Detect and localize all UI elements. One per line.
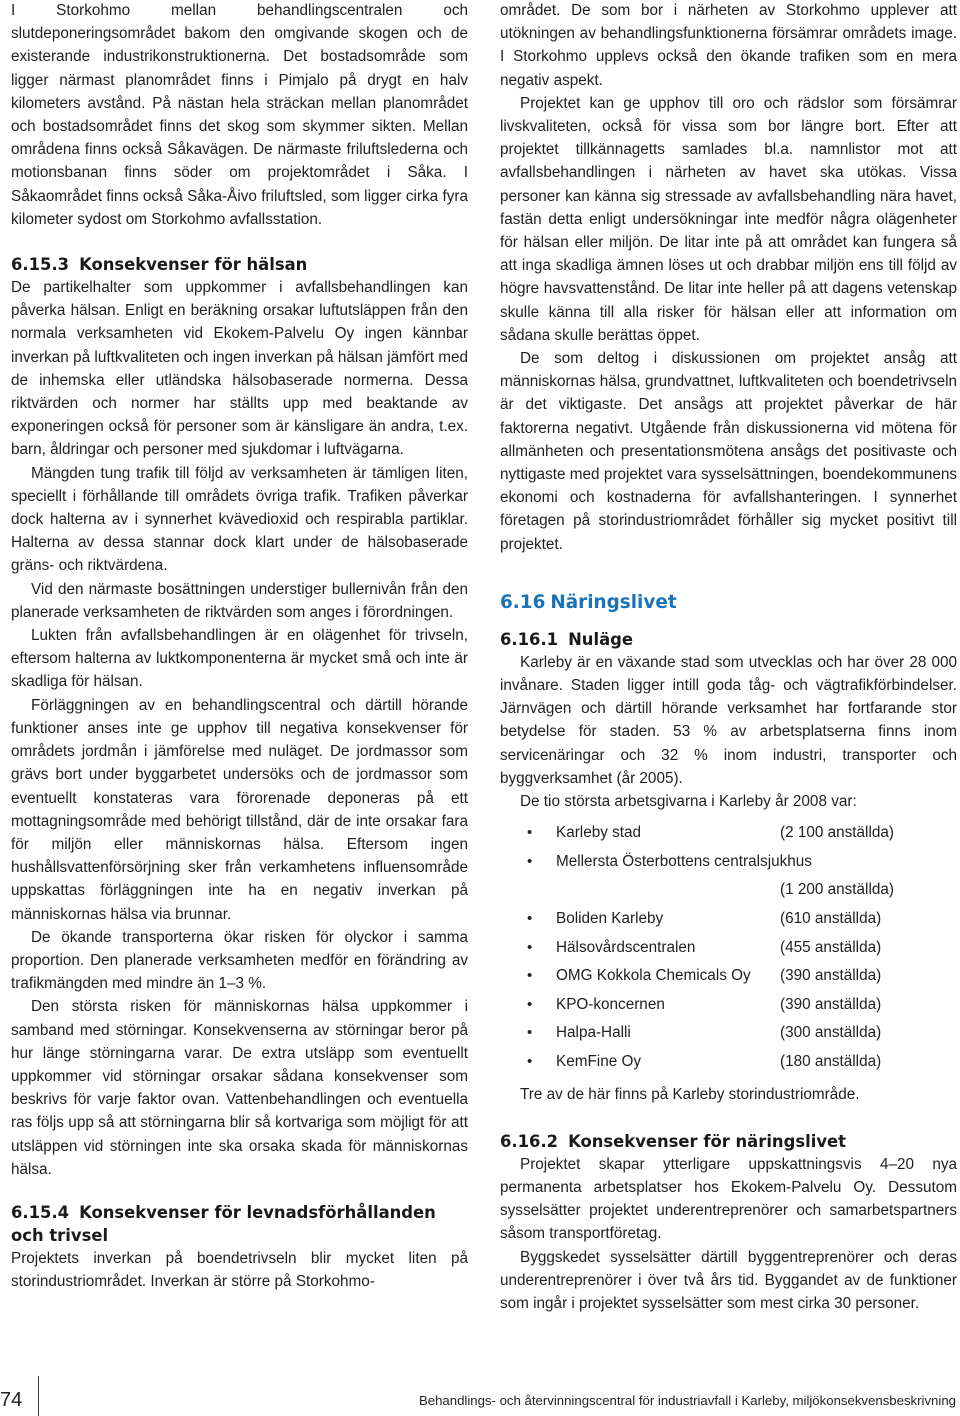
list-item (527, 819, 957, 848)
bullet-icon: • (527, 938, 533, 956)
list-item (527, 962, 957, 991)
section-title: Näringslivet (550, 591, 677, 613)
body-paragraph: Mängden tung trafik till följd av verksamheten är tämligen liten, speciellt i förhållande till områdets övriga trafik. Trafiken påverkar dock halterna av i synnerhet kvävedioxid och respirabla partiklar. Halterna av dessa stannar dock klart under de hälsobaserade gräns- och riktvärdena. (11, 464, 468, 575)
body-paragraph: Projektet kan ge upphov till oro och rädslor som försämrar livskvaliteten, också för vissa som bor längre bort. Efter att projektet tillkännagetts samlades bl.a. namnlistor mot att avfallsbehandlingen i närheten av havet ska utökas. Vissa personer kan känna sig stressade av avfallsbehandling nära havet, fastän detta enligt undersökningar inte medför några olägenheter för hälsan eller miljön. De litar inte på att området kan fungera så att inga skadliga ämnen löses ut och drabbar miljön ens till följd av högre havsvattenstånd. De litar inte heller på att dagens vetenskap skulle känna till alla risker för hälsan eller att information om sådana skulle berättas öppet. (500, 94, 957, 344)
bullet-icon: • (527, 967, 533, 985)
section-title: Konsekvenser för hälsan (79, 255, 308, 275)
page-number: 74 (0, 1389, 23, 1411)
employer-count: (390 anställda) (780, 967, 882, 985)
body-paragraph: Karleby är en växande stad som utvecklas och har över 28 000 invånare. Staden ligger intill goda tåg- och vägtrafikförbindelser. Järnvägen och därtill hörande verksamhet har fortfarande stor betydelse för staden. 53 % av arbetsplatserna finns inom servicenäringar och 32 % inom industri, transporter och byggverksamhet (år 2005). (500, 653, 957, 787)
section-title: Konsekvenser för näringslivet (568, 1131, 846, 1151)
employer-name: KPO-koncernen (556, 995, 665, 1013)
body-paragraph: Lukten från avfallsbehandlingen är en olägenhet för trivseln, eftersom halterna av luktkomponenterna är mycket små och inte är skadliga för hälsan. (11, 627, 468, 691)
intro-paragraph: I Storkohmo mellan behandlingscentralen och slutdeponeringsområdet bakom den omgivande skogen och de existerande industrikonstruktionerna. Det bostadsområde som ligger närmast planområdet finns i Pimjalo på drygt en halv kilometers avstånd. På nästan hela sträckan mellan planområdet och bostadsområdet finns det skog som skymmer sikten. Mellan områdena finns också Såkavägen. De närmaste friluftslederna och motionsbanan finns söder om projektområdet i Såka. I Såkaområdet finns också Såka-Åivo friluftsled, som ligger cirka fyra kilometer sydost om Storkohmo avfallsstation. (11, 2, 468, 228)
section-heading-6-16 (500, 590, 957, 616)
footer-title: Behandlings- och återvinningscentral för industriavfall i Karleby, miljökonsekvensbeskrivning (418, 1393, 956, 1408)
employer-name: Halpa-Halli (556, 1024, 631, 1042)
body-paragraph: De som deltog i diskussionen om projektet ansåg att människornas hälsa, grundvattnet, luftkvaliteten och boendetrivseln är det viktigaste. Det ansågs att projektet påverkar de här faktorerna negativt. Utgående från diskussionerna vid mötena för allmänheten och presentationsmötena ansågs det positivaste och nyttigaste med projektet vara sysselsättningen, boendekommunens ekonomi och kostnaderna för avfallshanteringen. I synnerhet företagen på storindustriområdet förhåller sig mycket positivt till projektet. (500, 350, 957, 553)
employer-name: KemFine Oy (556, 1053, 642, 1071)
section-heading-6-15-4 (11, 1201, 468, 1247)
employer-count: (300 anställda) (780, 1024, 882, 1042)
body-paragraph: Byggskedet sysselsätter därtill byggentreprenörer och deras underentreprenörer i över två års tid. Byggandet av de funktioner som ingår i projektet sysselsätter som mest cirka 30 personer. (500, 1248, 957, 1313)
employer-count: (2 100 anställda) (780, 824, 894, 842)
list-item (527, 905, 957, 934)
footer-divider (38, 1376, 39, 1416)
body-paragraph: De tio största arbetsgivarna i Karleby år 2008 var: (520, 793, 857, 811)
list-item (527, 848, 957, 905)
body-paragraph: De partikelhalter som uppkommer i avfallsbehandlingen kan påverka hälsan. Enligt en beräkning orsakar luftutsläppen från den normala verksamheten vid Ekokem-Palvelu Oy ingen kännbar inverkan på luftkvaliteten och ingen inverkan på hälsan jämfört med de inhemska eller utländska hälsobaserade normerna. Dessa riktvärden och normer har ställts upp med beaktande av exponeringen också för personer som är känsligare än andra, t.ex. barn, åldringar och personer med sjukdomar i luftvägarna. (11, 279, 468, 459)
employer-name: Karleby stad (556, 824, 642, 842)
list-item (527, 1048, 957, 1077)
body-paragraph: Tre av de här finns på Karleby storindustriområde. (520, 1085, 860, 1103)
section-title: Konsekvenser för levnadsförhållanden och trivsel (11, 1202, 436, 1245)
body-paragraph: Projektets inverkan på boendetrivseln blir mycket liten på storindustriområdet. Inverkan är större på Storkohmo- (11, 1249, 468, 1291)
bullet-icon: • (527, 852, 533, 870)
section-number: 6.16.2 (500, 1131, 559, 1151)
section-heading-6-16-2 (500, 1130, 957, 1153)
employer-list (500, 819, 957, 1076)
section-number: 6.16 (500, 591, 546, 613)
employer-name: Boliden Karleby (556, 910, 664, 928)
right-column (500, 0, 957, 1315)
section-heading-6-16-1 (500, 628, 957, 651)
left-column (11, 0, 468, 1293)
body-paragraph: Förläggningen av en behandlingscentral och därtill hörande funktioner anses inte ge upphov till negativa konsekvenser för områdets jordmån i jämförelse med nuläget. De jordmassor som grävs bort under byggarbetet undersöks och de jordmassor som eventuellt konstateras vara förorenade deponeras på ett mottagningsområde med behörigt tillstånd, där de inte orsakar fara för miljön eller människornas hälsa. Eftersom ingen hushållsvattenförsörjning sker från verkamhetens influensområde uppskattas förläggningen inte ha en negativ inverkan på människornas hälsa via brunnar. (11, 696, 468, 923)
body-paragraph: Projektet skapar ytterligare uppskattningsvis 4–20 nya permanenta arbetsplatser hos Ekokem-Palvelu Oy. Dessutom sysselsätter projektet underentreprenörer och samarbetspartners såsom transportföretag. (500, 1155, 957, 1243)
section-number: 6.15.3 (11, 255, 70, 275)
section-number: 6.15.4 (11, 1202, 70, 1222)
employer-count: (455 anställda) (780, 938, 882, 956)
employer-name: OMG Kokkola Chemicals Oy (556, 967, 751, 985)
list-item (527, 991, 957, 1020)
body-paragraph: Den största risken för människornas hälsa uppkommer i samband med störningar. Konsekvenserna av störningar beror på hur länge störningarna varar. De extra utsläpp som eventuellt uppkommer vid störningar orsakar sådana konsekvenser som beskrivs för varje faktor ovan. Vattenbehandlingen och eventuella ras följs upp så att störningarna blir så kortvariga som möjligt för att utsläppen vid störningen inte ska orsaka skada för människornas hälsa. (11, 998, 468, 1178)
section-number: 6.16.1 (500, 629, 559, 649)
body-paragraph: De ökande transporterna ökar risken för olyckor i samma proportion. Den planerade verksamheten medför en förändring av trafikmängden med mindre än 1–3 %. (11, 928, 468, 993)
employer-count: (390 anställda) (780, 995, 882, 1013)
list-item (527, 934, 957, 963)
bullet-icon: • (527, 1053, 533, 1071)
body-paragraph: området. De som bor i närheten av Storkohmo upplever att utökningen av behandlingsfunktionerna försämrar områdets image. I Storkohmo upplevs också den ökande trafiken som en mera negativ aspekt. (500, 2, 957, 89)
body-paragraph: Vid den närmaste bosättningen understiger bullernivån från den planerade verksamheten de riktvärden som anges i förordningen. (11, 580, 468, 621)
bullet-icon: • (527, 824, 533, 842)
employer-name: Mellersta Österbottens centralsjukhus (556, 852, 812, 870)
section-title: Nuläge (568, 629, 633, 649)
bullet-icon: • (527, 995, 533, 1013)
section-heading-6-15-3 (11, 253, 468, 276)
employer-name: Hälsovårdscentralen (556, 938, 696, 956)
employer-count: (1 200 anställda) (780, 881, 894, 899)
list-item (527, 1019, 957, 1048)
employer-count: (180 anställda) (780, 1053, 882, 1071)
bullet-icon: • (527, 1024, 533, 1042)
bullet-icon: • (527, 910, 533, 928)
employer-count: (610 anställda) (780, 910, 882, 928)
